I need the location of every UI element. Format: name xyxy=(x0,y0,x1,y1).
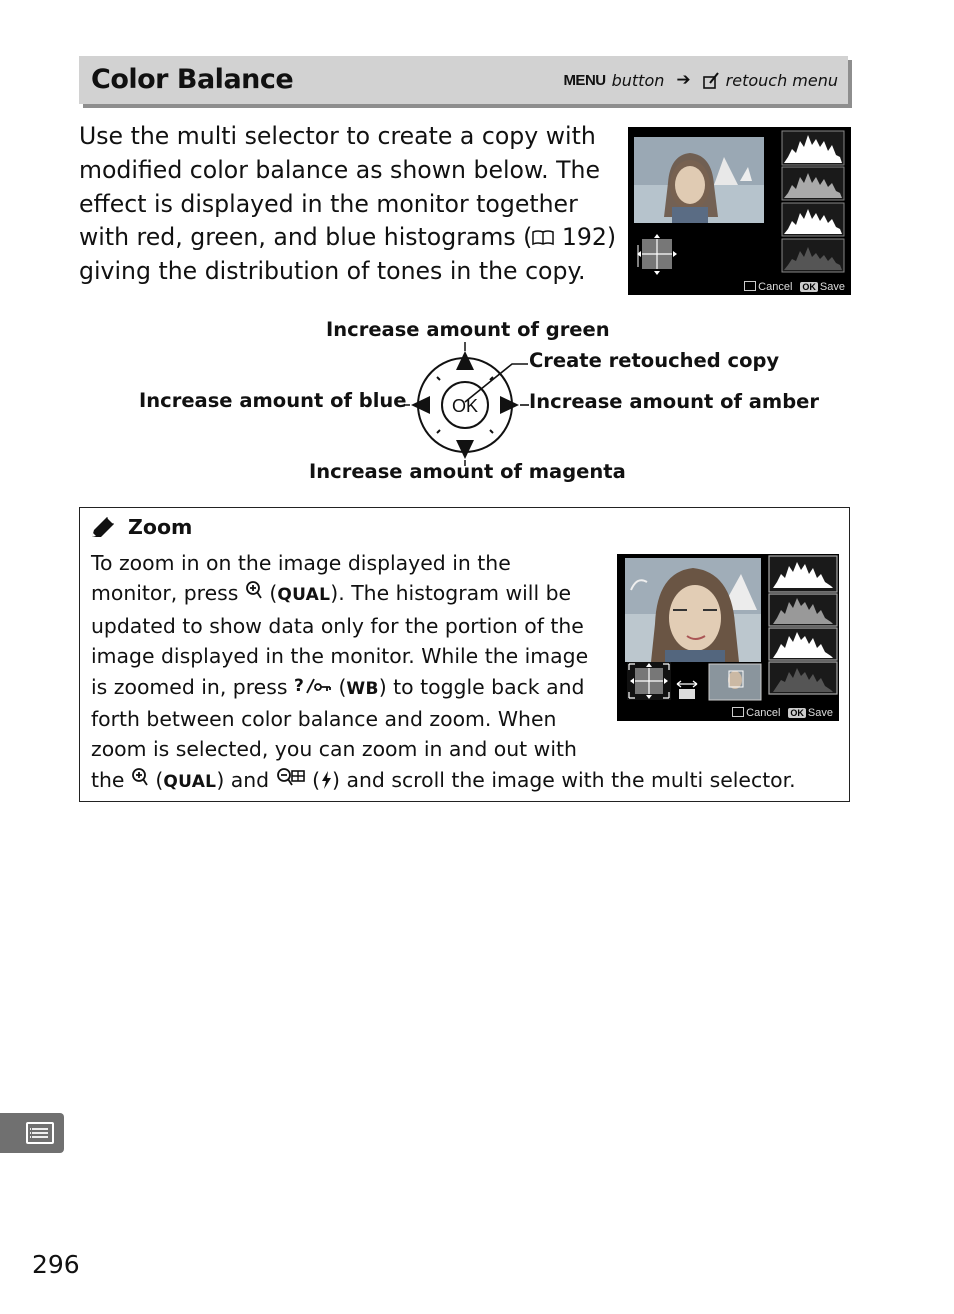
intro-line: giving the distribution of tones in the copy. xyxy=(79,257,586,286)
camera-monitor-screenshot xyxy=(628,127,851,295)
intro-line: effect is displayed in the monitor together xyxy=(79,189,578,218)
zoom-in-icon xyxy=(245,580,263,602)
zoom-line: monitor, press (QUAL). The histogram will be xyxy=(91,581,572,606)
book-reference-icon xyxy=(532,229,554,246)
screen-footer xyxy=(732,707,833,719)
zoom-line: the (QUAL) and ( ) and scroll the image with the multi selector. xyxy=(91,767,796,792)
flash-icon xyxy=(320,770,332,790)
intro-line xyxy=(79,221,619,255)
zoom-line-text: is zoomed in, press xyxy=(91,674,294,699)
intro-line: modified color balance as shown below. The xyxy=(79,155,600,184)
playback-button-icon xyxy=(744,281,756,291)
zoom-line-text: ) and xyxy=(216,767,276,792)
zoomed-preview-image xyxy=(617,554,839,721)
zoom-line: forth between color balance and zoom. When xyxy=(91,707,557,732)
intro-paragraph xyxy=(79,120,619,289)
label-right: Increase amount of amber xyxy=(529,390,820,413)
zoom-out-thumbnail-icon xyxy=(276,767,306,789)
zoom-heading-text: Zoom xyxy=(128,515,193,539)
zoom-line-text: ). The histogram will be xyxy=(330,581,572,606)
label-left: Increase amount of blue xyxy=(139,389,407,412)
save-hint xyxy=(788,707,833,719)
page-reference: 192) xyxy=(561,223,617,252)
page-title: Color Balance xyxy=(91,64,294,95)
wb-button-label: WB xyxy=(346,678,379,699)
histogram-group xyxy=(769,556,837,694)
ok-button-icon: OK xyxy=(802,282,816,292)
label-center: Create retouched copy xyxy=(529,349,780,372)
page-number: 296 xyxy=(32,1250,80,1279)
cancel-hint xyxy=(744,281,792,293)
note-pencil-icon xyxy=(90,515,118,539)
save-label: Save xyxy=(807,707,833,719)
screen-footer xyxy=(744,281,845,293)
intro-line: Use the multi selector to create a copy with xyxy=(79,122,596,150)
svg-text:?: ? xyxy=(293,675,304,696)
camera-monitor-zoom-screenshot xyxy=(617,554,839,721)
zoom-line: To zoom in on the image displayed in the xyxy=(91,551,511,575)
save-hint xyxy=(800,281,845,293)
histogram-group xyxy=(782,131,844,272)
zoom-in-icon xyxy=(131,767,149,789)
intro-line-text: with red, green, and blue histograms ( xyxy=(79,223,533,252)
label-up: Increase amount of green xyxy=(326,318,610,341)
cancel-label: Cancel xyxy=(758,281,793,293)
zoom-line-text: ) to toggle back and xyxy=(378,674,585,699)
zoom-line-text: monitor, press xyxy=(91,581,245,606)
retouch-menu-section-tab[interactable] xyxy=(0,1113,64,1153)
button-word: button xyxy=(611,70,665,90)
zoom-line: zoom is selected, you can zoom in and out with xyxy=(91,737,577,762)
qual-button-label: QUAL xyxy=(277,585,331,606)
breadcrumb xyxy=(563,70,838,90)
zoom-line-text: the xyxy=(91,767,131,792)
playback-button-icon xyxy=(732,707,744,717)
retouch-menu-icon xyxy=(703,72,720,89)
help-protect-icon xyxy=(294,675,332,697)
menu-button-label: MENU xyxy=(563,71,606,89)
zoom-line: updated to show data only for the portion of the xyxy=(91,613,584,638)
multi-selector-icon xyxy=(400,340,530,470)
cancel-label: Cancel xyxy=(746,707,781,719)
zoom-line-text: ) and scroll the image with the multi selector. xyxy=(332,767,796,792)
zoom-line: is zoomed in, press ? (WB) to toggle back and xyxy=(91,674,585,699)
arrow-icon: ➔ xyxy=(676,70,691,90)
ok-button-icon: OK xyxy=(790,708,804,718)
zoom-heading xyxy=(90,515,192,539)
color-balance-preview-image xyxy=(628,127,851,295)
save-label: Save xyxy=(819,281,845,293)
section-title-bar xyxy=(79,56,848,104)
menu-list-icon xyxy=(26,1122,54,1144)
cancel-hint xyxy=(732,707,780,719)
ok-button-label: OK xyxy=(451,396,479,416)
qual-button-label: QUAL xyxy=(163,771,217,792)
retouch-menu-label: retouch menu xyxy=(725,70,838,90)
zoom-line: image displayed in the monitor. While the image xyxy=(91,644,589,669)
label-down: Increase amount of magenta xyxy=(309,460,626,483)
